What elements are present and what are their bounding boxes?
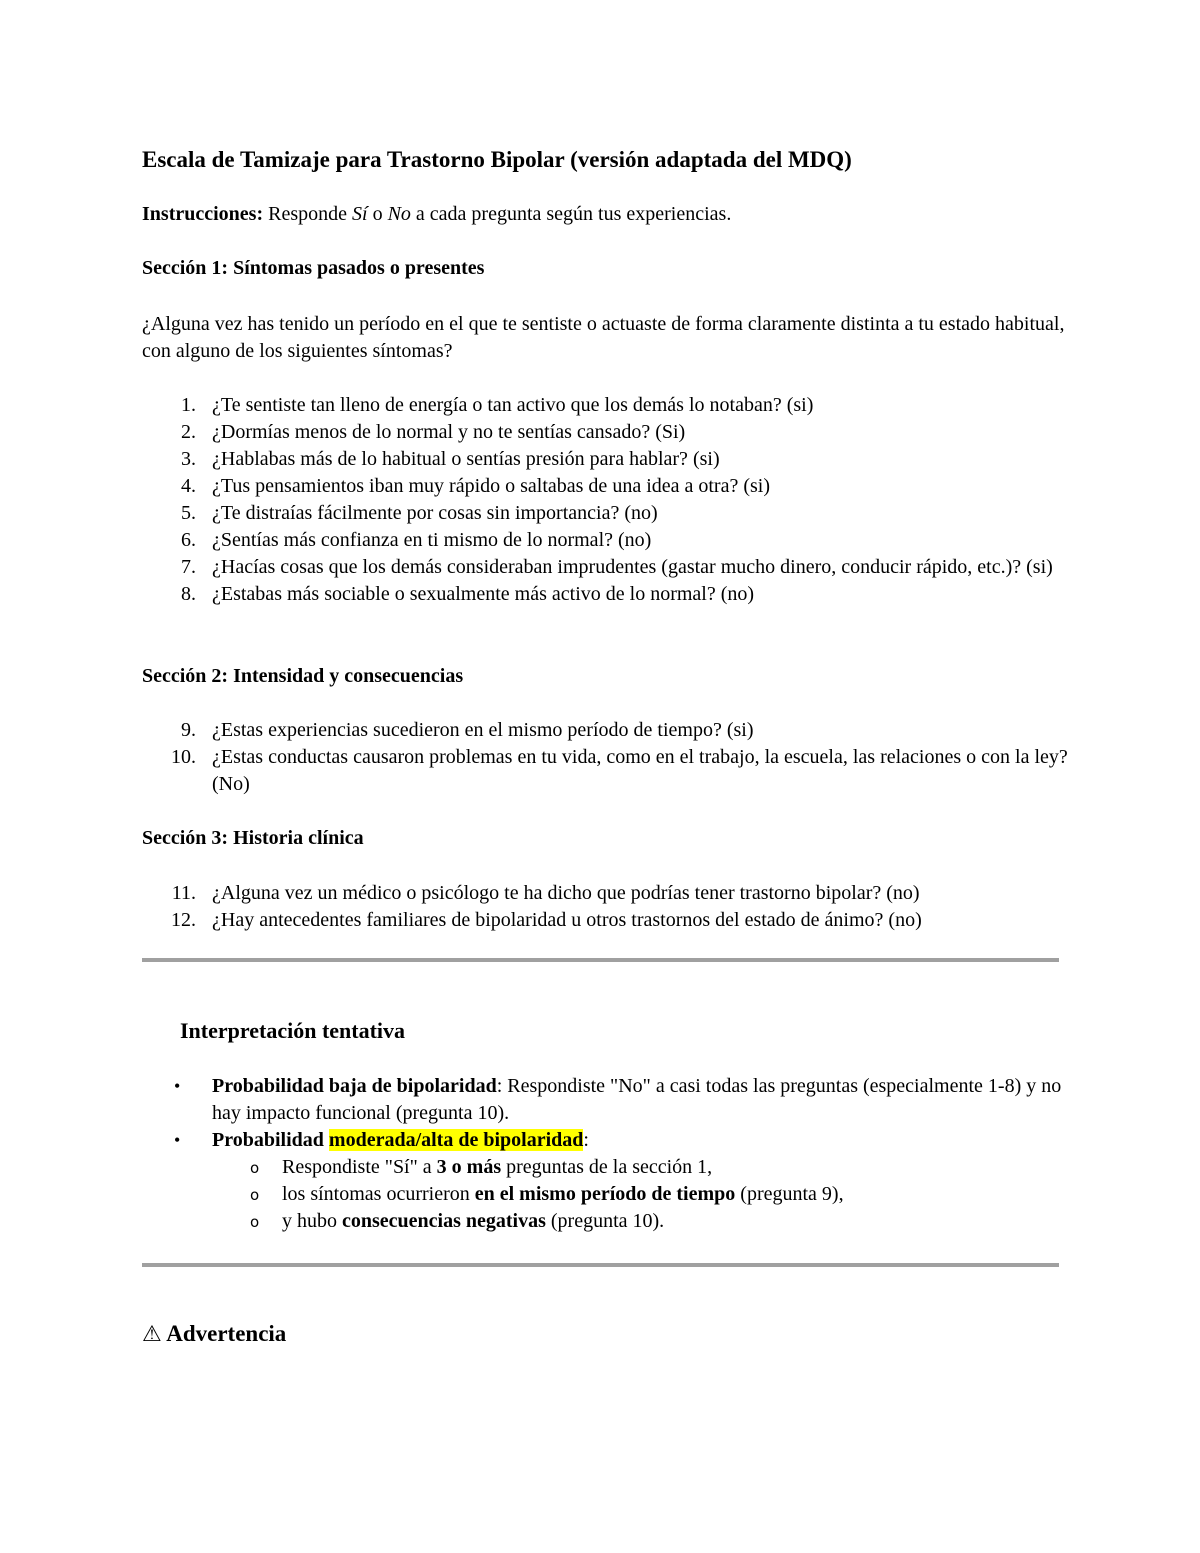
colon: :: [583, 1129, 589, 1151]
criteria-item: [212, 1154, 1072, 1181]
interpretation-low: [142, 1073, 1072, 1127]
question-text: ¿Hay antecedentes familiares de bipolaridad u otros trastornos del estado de ánimo? (no): [212, 909, 922, 931]
sub-bullet-icon: o: [250, 1186, 260, 1204]
criteria-text: Respondiste "Sí" a: [282, 1156, 437, 1178]
criteria-bold: en el mismo período de tiempo: [474, 1183, 736, 1205]
question-item: [142, 744, 1072, 798]
section-3-heading: Sección 3: Historia clínica: [142, 827, 364, 849]
instructions-si: Sí: [352, 203, 368, 225]
question-text: ¿Hacías cosas que los demás consideraban imprudentes (gastar mucho dinero, conducir rápido, etc.)? (si): [212, 556, 1053, 578]
interpretation-high: [142, 1127, 1072, 1235]
interpretation-list: [142, 1073, 1072, 1235]
instructions-text: o: [367, 203, 388, 225]
warning-heading: [142, 1318, 286, 1351]
section-2-heading: Sección 2: Intensidad y consecuencias: [142, 665, 464, 687]
question-text: ¿Sentías más confianza en ti mismo de lo normal? (no): [212, 529, 652, 551]
criteria-item: [212, 1208, 1072, 1235]
section-1-heading: Sección 1: Síntomas pasados o presentes: [142, 257, 485, 279]
instructions: [142, 201, 731, 228]
question-number: 10.: [171, 746, 196, 768]
question-text: ¿Tus pensamientos iban muy rápido o saltabas de una idea a otra? (si): [212, 475, 771, 497]
question-number: 5.: [181, 502, 196, 524]
question-item: [142, 581, 1072, 608]
criteria-text: y hubo: [282, 1210, 342, 1232]
question-item: [142, 419, 1072, 446]
criteria-text: (pregunta 9),: [735, 1183, 844, 1205]
criteria-text: (pregunta 10).: [545, 1210, 665, 1232]
bullet-icon: •: [174, 1076, 181, 1096]
criteria-text: preguntas de la sección 1,: [501, 1156, 713, 1178]
question-number: 12.: [171, 909, 196, 931]
question-text: ¿Te distraías fácilmente por cosas sin importancia? (no): [212, 502, 658, 524]
high-probability-criteria: [212, 1154, 1072, 1235]
question-number: 7.: [181, 556, 196, 578]
question-number: 1.: [181, 394, 196, 416]
question-text: ¿Dormías menos de lo normal y no te sentías cansado? (Si): [212, 421, 686, 443]
interpretation-heading: Interpretación tentativa: [180, 1018, 406, 1043]
question-number: 8.: [181, 583, 196, 605]
question-number: 3.: [181, 448, 196, 470]
instructions-no: No: [387, 203, 411, 225]
high-probability-highlight: moderada/alta de bipolaridad: [328, 1129, 584, 1151]
question-text: ¿Hablabas más de lo habitual o sentías presión para hablar? (si): [212, 448, 720, 470]
question-item: [142, 880, 1072, 907]
high-probability-label: Probabilidad: [212, 1129, 329, 1151]
question-text: ¿Estabas más sociable o sexualmente más activo de lo normal? (no): [212, 583, 755, 605]
question-number: 4.: [181, 475, 196, 497]
horizontal-divider: [142, 958, 1059, 962]
question-text: ¿Estas experiencias sucedieron en el mismo período de tiempo? (si): [212, 719, 754, 741]
question-item: [142, 527, 1072, 554]
section-1-intro: ¿Alguna vez has tenido un período en el que te sentiste o actuaste de forma claramente distinta a tu estado habitual, con alguno de los siguientes síntomas?: [142, 313, 1065, 362]
question-item: [142, 500, 1072, 527]
question-text: ¿Te sentiste tan lleno de energía o tan activo que los demás lo notaban? (si): [212, 394, 814, 416]
question-number: 6.: [181, 529, 196, 551]
low-probability-text: : Respondiste "No" a casi todas las preguntas (especialmente 1-8) y no hay impacto funcional (pregunta 10).: [212, 1075, 1062, 1124]
question-number: 2.: [181, 421, 196, 443]
instructions-text: Responde: [263, 203, 352, 225]
question-item: [142, 392, 1072, 419]
page-title: Escala de Tamizaje para Trastorno Bipolar (versión adaptada del MDQ): [142, 147, 852, 172]
question-number: 11.: [171, 882, 196, 904]
criteria-bold: 3 o más: [436, 1156, 502, 1178]
instructions-text: a cada pregunta según tus experiencias.: [410, 203, 732, 225]
question-item: [142, 717, 1072, 744]
criteria-bold: consecuencias negativas: [342, 1210, 546, 1232]
criteria-text: los síntomas ocurrieron: [282, 1183, 475, 1205]
criteria-item: [212, 1181, 1072, 1208]
question-number: 9.: [181, 719, 196, 741]
sub-bullet-icon: o: [250, 1159, 260, 1177]
instructions-label: Instrucciones:: [142, 203, 264, 225]
section-3-questions: [142, 880, 1072, 934]
sub-bullet-icon: o: [250, 1213, 260, 1231]
question-item: [142, 554, 1072, 581]
low-probability-label: Probabilidad baja de bipolaridad: [212, 1075, 497, 1097]
warning-icon: ⚠: [142, 1322, 162, 1347]
warning-text: Advertencia: [166, 1321, 287, 1346]
section-2-questions: [142, 717, 1072, 798]
bullet-icon: •: [174, 1130, 181, 1150]
question-item: [142, 446, 1072, 473]
question-item: [142, 907, 1072, 934]
question-item: [142, 473, 1072, 500]
question-text: ¿Alguna vez un médico o psicólogo te ha dicho que podrías tener trastorno bipolar? (no): [212, 882, 920, 904]
horizontal-divider: [142, 1263, 1059, 1267]
question-text: ¿Estas conductas causaron problemas en tu vida, como en el trabajo, la escuela, las relaciones o con la ley? (No): [212, 746, 1068, 795]
section-1-questions: [142, 392, 1072, 608]
